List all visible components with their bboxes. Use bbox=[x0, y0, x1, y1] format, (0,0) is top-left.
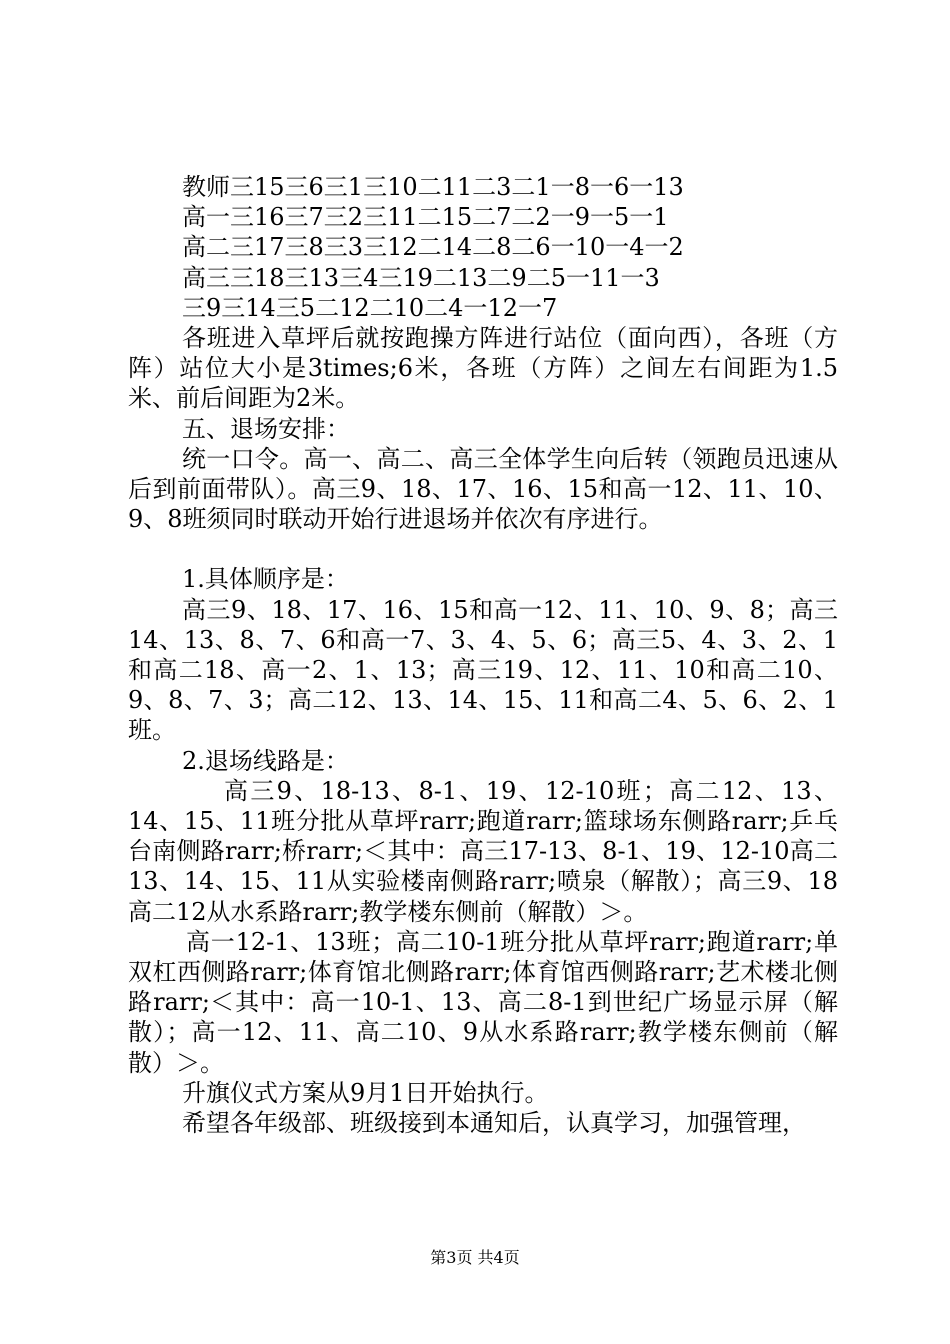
list-item-order-label: 1.具体顺序是： bbox=[182, 565, 349, 594]
paragraph-start-date: 升旗仪式方案从9月1日开始执行。 bbox=[182, 1078, 549, 1107]
paragraph-command: 统一口令。高一、高二、高三全体学生向后转（领跑员迅速从后到前面带队）。高三9、18、17、16、15和高一12、11、10、9、8班须同时联动开始行进退场并依次有序进行。 bbox=[128, 444, 838, 534]
section-heading-exit: 五、退场安排： bbox=[182, 414, 350, 443]
table-line-extra: 三9三14三5二12二10二4一12一7 bbox=[182, 293, 558, 322]
paragraph-order: 高三9、18、17、16、15和高一12、11、10、9、8；高三14、13、8、7、6和高一7、3、4、5、6；高三5、4、3、2、1和高二18、高一2、1、13；高三19、12、11、10和高二10、9、8、7、3；高二12、13、14、15、11和高二4、5、6、2、1班。 bbox=[128, 595, 838, 745]
list-item-route-label: 2.退场线路是： bbox=[182, 746, 349, 775]
paragraph-route-1: 高三9、18-13、8-1、19、12-10班；高二12、13、14、15、11班分批从草坪rarr;跑道rarr;篮球场东侧路rarr;乒乓台南侧路rarr;桥rarr;＜其中：高三17-13、8-1、19、12-10高二13、14、15、11从实验楼南侧路rarr;喷泉（解散）；高三9、18高二12从水系路rarr;教学楼东侧前（解散）＞。 bbox=[128, 776, 838, 926]
paragraph-station: 各班进入草坪后就按跑操方阵进行站位（面向西），各班（方阵）站位大小是3times;6米，各班（方阵）之间左右间距为1.5米、前后间距为2米。 bbox=[128, 324, 838, 413]
page-footer: 第3页 共4页 bbox=[430, 1248, 520, 1267]
paragraph-route-2: 高一12-1、13班；高二10-1班分批从草坪rarr;跑道rarr;单双杠西侧路rarr;体育馆北侧路rarr;体育馆西侧路rarr;艺术楼北侧路rarr;＜其中：高一10-1、13、高二8-1到世纪广场显示屏（解散）；高一12、11、高二10、9从水系路rarr;教学楼东侧前（解散）＞。 bbox=[128, 927, 838, 1077]
table-line-grade1: 高一三16三7三2三11二15二7二2一9一5一1 bbox=[182, 203, 669, 232]
table-line-teacher: 教师三15三6三1三10二11二3二1一8一6一13 bbox=[182, 173, 684, 201]
blank-line bbox=[128, 534, 838, 564]
document-body bbox=[128, 172, 838, 1138]
paragraph-hope: 希望各年级部、班级接到本通知后，认真学习，加强管理， bbox=[182, 1109, 806, 1138]
table-line-grade2: 高二三17三8三3三12二14二8二6一10一4一2 bbox=[182, 233, 684, 262]
table-line-grade3: 高三三18三13三4三19二13二9二5一11一3 bbox=[182, 263, 660, 292]
